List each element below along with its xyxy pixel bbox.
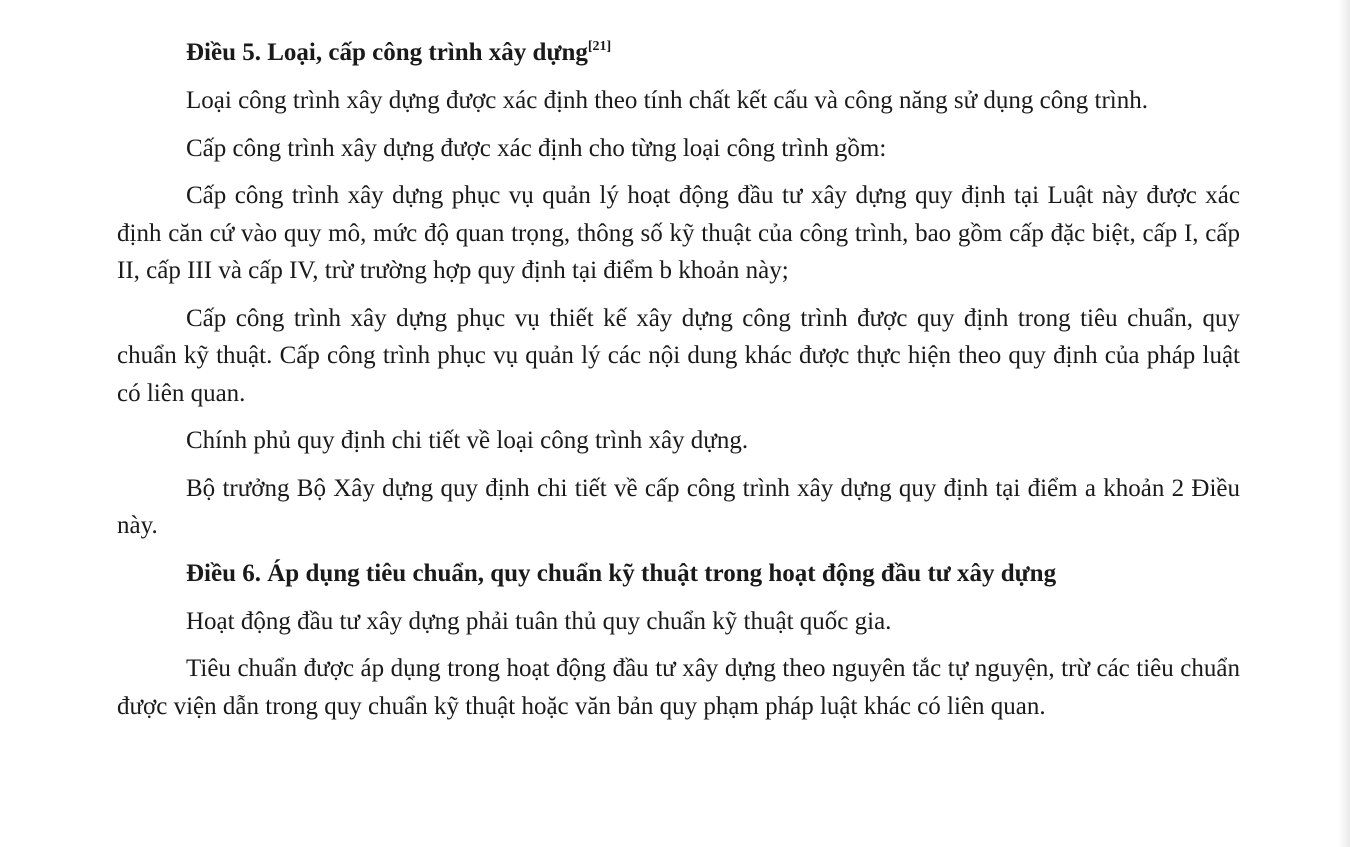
article-5-heading xyxy=(117,34,1240,72)
article-6-heading: Điều 6. Áp dụng tiêu chuẩn, quy chuẩn kỹ thuật trong hoạt động đầu tư xây dựng xyxy=(186,559,1057,587)
article-6-paragraph-2: Tiêu chuẩn được áp dụng trong hoạt động đầu tư xây dựng theo nguyên tắc tự nguyện, trừ các tiêu chuẩn được viện dẫn trong quy chuẩn kỹ thuật hoặc văn bản quy phạm pháp luật khác có liên quan. xyxy=(117,655,1240,720)
document-body xyxy=(117,34,1240,735)
article-5-paragraph-3: Cấp công trình xây dựng phục vụ quản lý hoạt động đầu tư xây dựng quy định tại Luật này được xác định căn cứ vào quy mô, mức độ quan trọng, thông số kỹ thuật của công trình, bao gồm cấp đặc biệt, cấp I, cấp II, cấp III và cấp IV, trừ trường hợp quy định tại điểm b khoản này; xyxy=(117,182,1240,284)
article-6-paragraph-1: Hoạt động đầu tư xây dựng phải tuân thủ quy chuẩn kỹ thuật quốc gia. xyxy=(186,607,892,635)
article-5-paragraph-1: Loại công trình xây dựng được xác định theo tính chất kết cấu và công năng sử dụng công trình. xyxy=(186,87,1148,114)
page-edge-shadow xyxy=(1338,0,1350,847)
article-5-paragraph-5: Chính phủ quy định chi tiết về loại công trình xây dựng. xyxy=(186,427,749,454)
article-5-paragraph-2: Cấp công trình xây dựng được xác định cho từng loại công trình gồm: xyxy=(186,134,887,162)
article-5-heading-text: Điều 5. Loại, cấp công trình xây dựng xyxy=(186,39,588,66)
article-5-paragraph-6: Bộ trưởng Bộ Xây dựng quy định chi tiết về cấp công trình xây dựng quy định tại điểm a khoản 2 Điều này. xyxy=(117,474,1240,539)
footnote-reference[interactable]: [21] xyxy=(587,39,612,54)
article-5-paragraph-4: Cấp công trình xây dựng phục vụ thiết kế xây dựng công trình được quy định trong tiêu chuẩn, quy chuẩn kỹ thuật. Cấp công trình phục vụ quản lý các nội dung khác được thực hiện theo quy định của pháp luật có liên quan. xyxy=(117,304,1240,407)
